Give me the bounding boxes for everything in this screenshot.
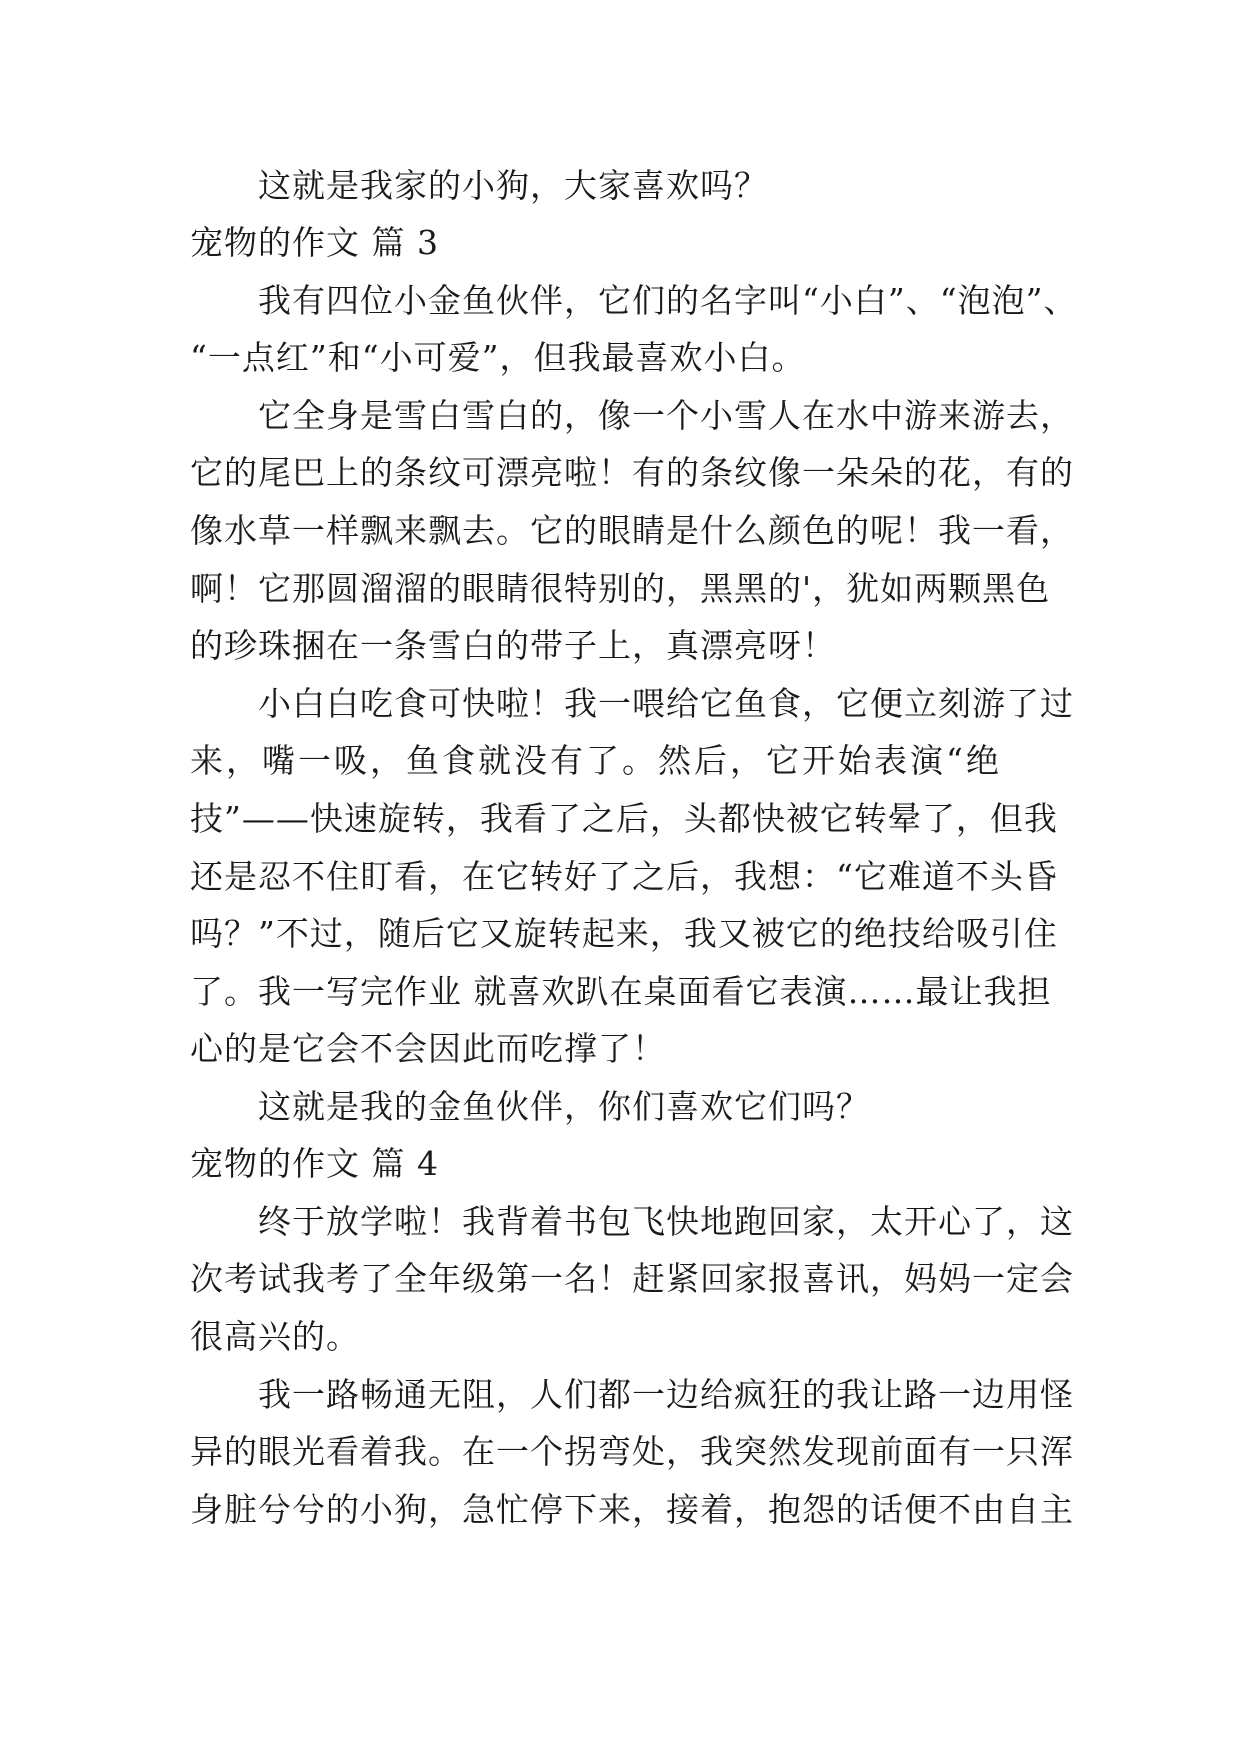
paragraph-line: 我有四位小金鱼伙伴，它们的名字叫“小白”、“泡泡”、 [258,281,1078,320]
paragraph-line: 来，嘴一吸，鱼食就没有了。然后，它开始表演“绝 [190,741,1002,780]
paragraph-line: 吗？”不过，随后它又旋转起来，我又被它的绝技给吸引住 [190,914,1058,953]
paragraph-line: 我一路畅通无阻，人们都一边给疯狂的我让路一边用怪 [258,1375,1074,1414]
paragraph-line: 啊！它那圆溜溜的眼睛很特别的，黑黑的'，犹如两颗黑色 [190,569,1051,608]
paragraph-line: 小白白吃食可快啦！我一喂给它鱼食，它便立刻游了过 [258,684,1074,723]
paragraph-line: 这就是我家的小狗，大家喜欢吗？ [258,166,768,205]
paragraph-line: 终于放学啦！我背着书包飞快地跑回家，太开心了，这 [258,1202,1074,1241]
paragraph-line: 它全身是雪白雪白的，像一个小雪人在水中游来游去， [258,396,1074,435]
paragraph-line: 心的是它会不会因此而吃撑了！ [190,1029,666,1068]
paragraph-line: 的珍珠捆在一条雪白的带子上，真漂亮呀！ [190,626,836,665]
paragraph-line: 它的尾巴上的条纹可漂亮啦！有的条纹像一朵朵的花，有的 [190,453,1074,492]
paragraph-line: “一点红”和“小可爱”，但我最喜欢小白。 [190,338,806,377]
paragraph-line: 还是忍不住盯看，在它转好了之后，我想：“它难道不头昏 [190,857,1058,896]
paragraph-line: 像水草一样飘来飘去。它的眼睛是什么颜色的呢！我一看， [190,511,1074,550]
section-heading: 宠物的作文 篇 3 [190,223,439,262]
paragraph-line: 技”——快速旋转，我看了之后，头都快被它转晕了，但我 [190,799,1058,838]
paragraph-line: 身脏兮兮的小狗，急忙停下来，接着，抱怨的话便不由自主 [190,1490,1074,1529]
paragraph-line: 很高兴的。 [190,1317,360,1356]
paragraph-line: 了。我一写完作业 就喜欢趴在桌面看它表演……最让我担 [190,972,1052,1011]
paragraph-line: 这就是我的金鱼伙伴，你们喜欢它们吗？ [258,1087,870,1126]
paragraph-line: 异的眼光看着我。在一个拐弯处，我突然发现前面有一只浑 [190,1432,1074,1471]
section-heading: 宠物的作文 篇 4 [190,1144,439,1183]
paragraph-line: 次考试我考了全年级第一名！赶紧回家报喜讯，妈妈一定会 [190,1259,1074,1298]
